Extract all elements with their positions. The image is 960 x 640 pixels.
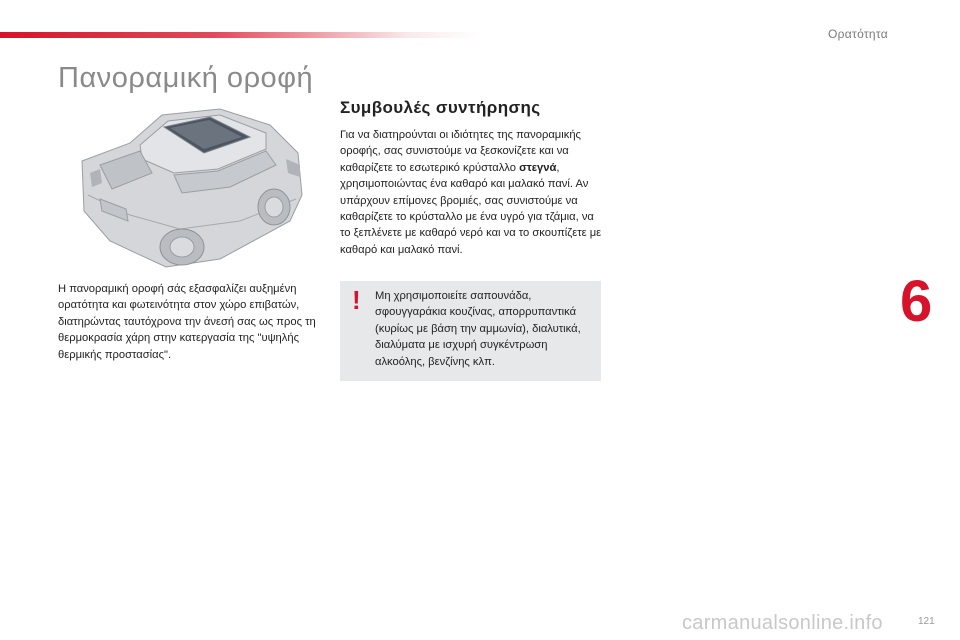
header-accent-bar xyxy=(0,32,480,38)
page-number: 121 xyxy=(918,616,935,627)
maintenance-text-part2: , χρησιμοποιώντας ένα καθαρό και μαλακό πανί. Αν υπάρχουν επίμονες βρομιές, σας συνιστούμε να καθαρίζετε το κρύσταλλο με ένα υγρό για τζάμια, να το ξεπλένετε με καθαρό νερό και να το σκουπίζετε με καθαρό και μαλακό πανί. xyxy=(340,161,602,256)
section-label: Ορατότητα xyxy=(828,27,888,41)
warning-box xyxy=(340,281,601,381)
exclamation-icon: ! xyxy=(352,285,361,315)
maintenance-text-part1: Για να διατηρούνται οι ιδιότητες της πανοραμικής οροφής, σας συνιστούμε να ξεσκονίζετε και να καθαρίζετε το εσωτερικό κρύσταλλο xyxy=(340,129,581,174)
chapter-number: 6 xyxy=(900,269,933,334)
maintenance-heading: Συμβουλές συντήρησης xyxy=(340,98,541,117)
maintenance-paragraph xyxy=(340,127,603,258)
watermark: carmanualsonline.info xyxy=(682,612,883,634)
intro-paragraph: Η πανοραμική οροφή σάς εξασφαλίζει αυξημένη ορατότητα και φωτεινότητα στον χώρο επιβατών, διατηρώντας ταυτόχρονα την άνεσή σας ως προς τη θερμοκρασία χάρη στην κατεργασία της "υψηλής θερμικής προστασίας". xyxy=(58,283,316,361)
maintenance-bold-word: στεγνά xyxy=(519,161,557,174)
car-panoramic-roof-illustration xyxy=(70,103,306,271)
page-title: Πανοραμική οροφή xyxy=(58,62,314,94)
warning-text: Μη χρησιμοποιείτε σαπουνάδα, σφουγγαράκια κουζίνας, απορρυπαντικά (κυρίως με βάση την αμμωνία), διαλυτικά, διαλύματα με ισχυρή συγκέντρωση αλκοόλης, βενζίνης κλπ. xyxy=(375,290,581,368)
